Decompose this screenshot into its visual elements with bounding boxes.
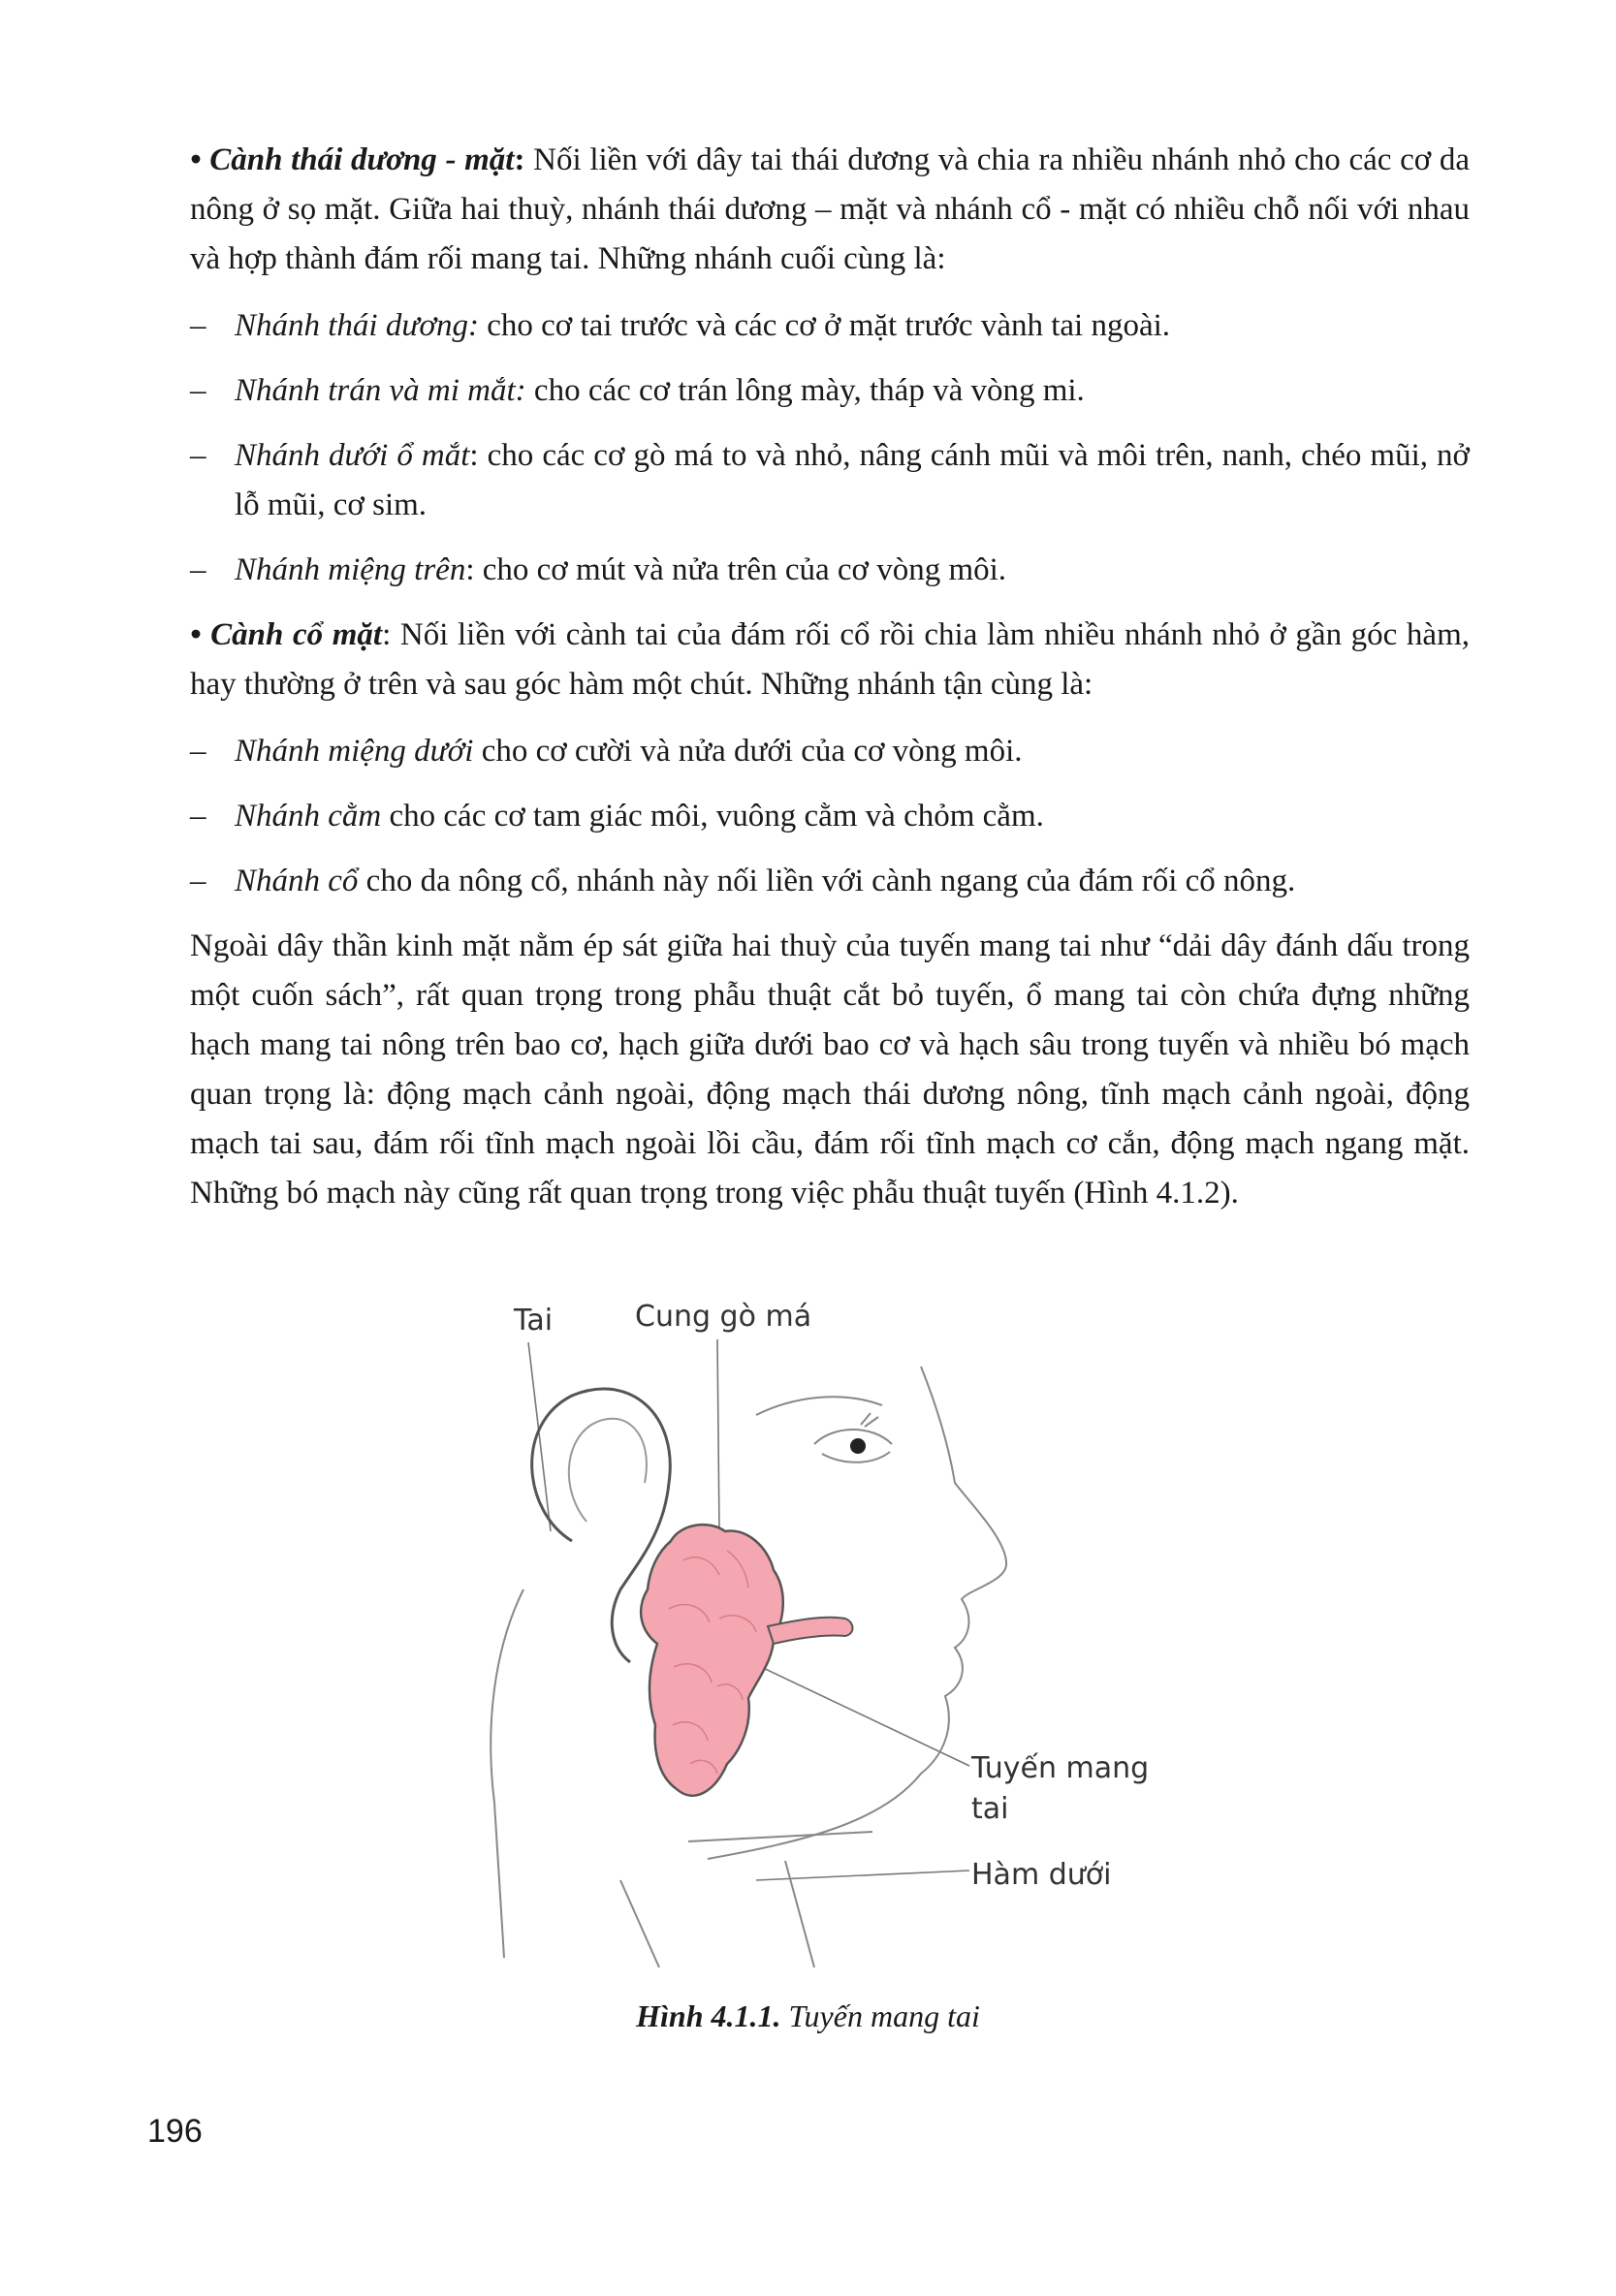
label-ear: Tai — [514, 1304, 554, 1337]
list-item-text: : cho cơ mút và nửa trên của cơ vòng môi. — [465, 552, 1007, 587]
list-item-term: Nhánh dưới ổ mắt — [235, 438, 470, 473]
list-item-text: cho cơ cười và nửa dưới của cơ vòng môi. — [473, 734, 1023, 769]
list-item — [190, 727, 1470, 776]
label-zygomatic-arch: Cung gò má — [635, 1300, 812, 1334]
paragraph-cervicofacial — [190, 611, 1470, 709]
paragraph-text: Nối liền với dây tai thái dương và chia ra nhiều nhánh nhỏ cho các cơ da nông ở sọ mặt. Giữa hai thuỳ, nhánh thái dương – mặt và nhánh cổ - mặt có nhiều chỗ nối với nhau và hợp thành đám rối mang tai. Những nhánh cuối cùng là: — [190, 142, 1470, 276]
paragraph-text: : Nối liền với cành tai của đám rối cổ rồi chia làm nhiều nhánh nhỏ ở gần góc hàm, hay thường ở trên và sau góc hàm một chút. Những nhánh tận cùng là: — [190, 617, 1470, 702]
page-number: 196 — [147, 2113, 203, 2150]
paragraph-vessels: Ngoài dây thần kinh mặt nằm ép sát giữa hai thuỳ của tuyến mang tai như “dải dây đánh dấu trong một cuốn sách”, rất quan trọng trong phẫu thuật cắt bỏ tuyến, ổ mang tai còn chứa đựng những hạch mang tai nông trên bao cơ, hạch giữa dưới bao cơ và hạch sâu trong tuyến và nhiều bó mạch quan trọng là: động mạch cảnh ngoài, động mạch thái dương nông, tĩnh mạch cảnh ngoài, động mạch tai sau, đám rối tĩnh mạch ngoài lồi cầu, đám rối tĩnh mạch cơ cắn, động mạch ngang mặt. Những bó mạch này cũng rất quan trọng trong việc phẫu thuật tuyến (Hình 4.1.2). — [190, 928, 1470, 1211]
caption-text: Tuyến mang tai — [780, 1998, 980, 2033]
list-item-text: : cho các cơ gò má to và nhỏ, nâng cánh mũi và môi trên, nanh, chéo mũi, nở lỗ mũi, cơ sim. — [235, 438, 1470, 522]
figure-parotid-gland — [465, 1299, 1202, 1977]
caption-number: Hình 4.1.1. — [636, 1998, 781, 2033]
page-body — [190, 136, 1470, 1236]
list-item-term: Nhánh thái dương: — [235, 308, 479, 343]
list-item — [190, 366, 1470, 416]
list-item-text: cho các cơ tam giác môi, vuông cằm và chỏm cằm. — [381, 799, 1044, 833]
label-gland-line2: tai — [971, 1792, 1009, 1826]
list-cervicofacial-branches — [190, 727, 1470, 906]
term-cervicofacial: • Cành cổ mặt — [190, 617, 383, 652]
list-dash: – — [190, 552, 206, 587]
list-item-text: cho các cơ trán lông mày, tháp và vòng mi. — [525, 373, 1085, 408]
paragraph-temporofacial — [190, 136, 1470, 284]
list-item-term: Nhánh cằm — [235, 799, 382, 833]
list-dash: – — [190, 373, 206, 408]
label-gland-line1: Tuyến mang — [971, 1751, 1150, 1785]
colon: : — [514, 142, 525, 177]
list-dash: – — [190, 734, 206, 769]
list-dash: – — [190, 799, 206, 833]
list-item-term: Nhánh miệng trên — [235, 552, 466, 587]
list-item-text: cho cơ tai trước và các cơ ở mặt trước vành tai ngoài. — [478, 308, 1171, 343]
list-item — [190, 792, 1470, 841]
list-item-term: Nhánh trán và mi mắt: — [235, 373, 526, 408]
list-item — [190, 431, 1470, 530]
list-item — [190, 857, 1470, 906]
list-dash: – — [190, 438, 206, 473]
list-item-text: cho da nông cổ, nhánh này nối liền với cành ngang của đám rối cổ nông. — [358, 864, 1296, 898]
list-temporofacial-branches — [190, 301, 1470, 595]
list-item-term: Nhánh miệng dưới — [235, 734, 474, 769]
list-item — [190, 301, 1470, 351]
parotid-illustration — [465, 1299, 1202, 1977]
label-mandible: Hàm dưới — [971, 1858, 1112, 1892]
figure-caption — [0, 1998, 1616, 2034]
list-dash: – — [190, 864, 206, 898]
list-item — [190, 546, 1470, 595]
list-item-term: Nhánh cổ — [235, 864, 359, 898]
parotid-gland-shape — [641, 1525, 852, 1796]
term-temporofacial: • Cành thái dương - mặt — [190, 142, 515, 177]
list-dash: – — [190, 308, 206, 343]
